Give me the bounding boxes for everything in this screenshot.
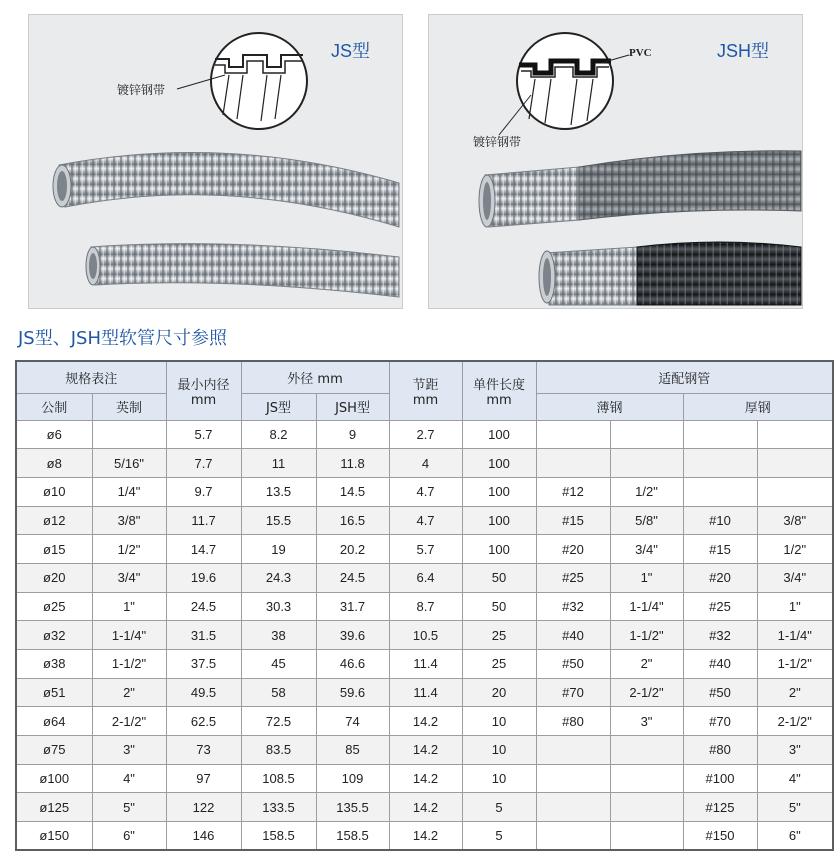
table-cell: ø15 [16,535,92,564]
table-cell: 14.7 [166,535,241,564]
table-cell: ø125 [16,793,92,822]
table-cell: 2.7 [389,420,462,449]
table-cell: 10.5 [389,621,462,650]
table-row [16,678,833,707]
table-cell: 24.3 [241,563,316,592]
table-cell: 16.5 [316,506,389,535]
js-type-photo [28,14,403,309]
table-cell: 85 [316,736,389,765]
table-row [16,736,833,765]
table-cell [536,449,610,478]
table-cell: 49.5 [166,678,241,707]
table-cell: 39.6 [316,621,389,650]
header-outer-js: JS型 [241,393,316,420]
table-cell: 158.5 [316,822,389,851]
table-cell: 13.5 [241,477,316,506]
table-cell: 3/4" [92,563,166,592]
table-cell [683,420,757,449]
table-cell: 4 [389,449,462,478]
table-cell: 14.2 [389,764,462,793]
table-cell: 3/4" [757,563,833,592]
section-title: JS型、JSH型软管尺寸参照 [18,328,228,349]
table-cell: 3/8" [757,506,833,535]
table-cell: #32 [536,592,610,621]
table-cell: 58 [241,678,316,707]
table-cell: 100 [462,477,536,506]
table-cell: 19.6 [166,563,241,592]
table-cell: 1-1/2" [92,650,166,679]
table-cell: 100 [462,506,536,535]
table-cell [757,449,833,478]
table-cell: 83.5 [241,736,316,765]
table-cell: 25 [462,621,536,650]
table-cell: 31.7 [316,592,389,621]
table-cell: 1-1/4" [610,592,683,621]
table-cell: ø25 [16,592,92,621]
table-cell: 20 [462,678,536,707]
table-cell: 14.5 [316,477,389,506]
table-cell: 5" [757,793,833,822]
table-cell: #12 [536,477,610,506]
table-cell: 1/2" [92,535,166,564]
table-cell: 1-1/2" [757,650,833,679]
table-cell [683,477,757,506]
table-cell: 4.7 [389,506,462,535]
table-cell: #25 [536,563,610,592]
table-row [16,449,833,478]
table-cell: 122 [166,793,241,822]
header-conduit: 适配钢管 [536,361,833,393]
table-row [16,650,833,679]
table-cell: 2" [92,678,166,707]
table-cell [610,420,683,449]
js-type-label: JS型 [331,41,371,61]
table-cell: #15 [536,506,610,535]
table-cell: 2-1/2" [610,678,683,707]
table-cell: #15 [683,535,757,564]
table-cell: 133.5 [241,793,316,822]
table-cell: 100 [462,535,536,564]
table-cell: 62.5 [166,707,241,736]
table-cell: 15.5 [241,506,316,535]
galvanized-steel-callout: 镀锌钢带 [117,83,166,97]
table-row [16,764,833,793]
table-cell: #40 [536,621,610,650]
table-cell: 50 [462,563,536,592]
table-cell [610,822,683,851]
table-cell: 24.5 [316,563,389,592]
table-cell: #20 [536,535,610,564]
table-cell [683,449,757,478]
table-cell: 10 [462,736,536,765]
table-cell: 4" [757,764,833,793]
table-cell: #40 [683,650,757,679]
jsh-type-photo [428,14,803,309]
table-cell: 6" [92,822,166,851]
table-body [16,420,833,850]
table-cell: 50 [462,592,536,621]
table-cell: ø12 [16,506,92,535]
table-cell: 19 [241,535,316,564]
table-cell: #80 [683,736,757,765]
table-cell: ø10 [16,477,92,506]
table-cell: 5.7 [389,535,462,564]
table-cell: 3" [610,707,683,736]
table-cell: #20 [683,563,757,592]
table-row [16,621,833,650]
table-cell: 146 [166,822,241,851]
jsh-type-label: JSH型 [717,41,770,61]
table-cell: 14.2 [389,822,462,851]
table-cell [536,764,610,793]
table-cell: ø8 [16,449,92,478]
table-cell: 14.2 [389,736,462,765]
header-metric: 公制 [16,393,92,420]
table-cell [610,736,683,765]
table-cell: 74 [316,707,389,736]
table-cell: 97 [166,764,241,793]
table-cell: 100 [462,449,536,478]
table-cell: 31.5 [166,621,241,650]
hose-size-table [15,360,834,851]
table-row [16,707,833,736]
table-cell: ø51 [16,678,92,707]
table-cell: #100 [683,764,757,793]
table-cell: ø20 [16,563,92,592]
table-cell: ø38 [16,650,92,679]
table-cell: 10 [462,764,536,793]
table-row [16,592,833,621]
table-cell: 158.5 [241,822,316,851]
galvanized-steel-callout: 镀锌钢带 [473,135,522,149]
table-cell: 14.2 [389,793,462,822]
table-cell: 4" [92,764,166,793]
table-cell: 9 [316,420,389,449]
table-cell: #150 [683,822,757,851]
table-cell: 3" [92,736,166,765]
table-cell: 108.5 [241,764,316,793]
table-cell: 37.5 [166,650,241,679]
header-pitch: 节距 mm [389,361,462,420]
table-row [16,793,833,822]
table-cell: 3" [757,736,833,765]
table-cell [536,793,610,822]
table-cell: 45 [241,650,316,679]
header-imperial: 英制 [92,393,166,420]
table-cell [610,764,683,793]
table-cell: 1/4" [92,477,166,506]
table-row [16,477,833,506]
table-cell: 5/16" [92,449,166,478]
table-cell: 5/8" [610,506,683,535]
table-cell: ø32 [16,621,92,650]
table-cell: 2" [757,678,833,707]
table-cell: #70 [536,678,610,707]
table-cell: 7.7 [166,449,241,478]
table-cell: 38 [241,621,316,650]
table-cell: 109 [316,764,389,793]
table-cell: 25 [462,650,536,679]
table-cell: 6" [757,822,833,851]
table-row [16,822,833,851]
table-cell: 11.7 [166,506,241,535]
table-cell [92,420,166,449]
table-cell: 3/4" [610,535,683,564]
header-row-top [16,361,833,393]
table-cell: 11.4 [389,678,462,707]
table-cell: 1-1/4" [757,621,833,650]
table-cell: 4.7 [389,477,462,506]
table-cell [536,736,610,765]
table-cell: ø150 [16,822,92,851]
table-cell: 9.7 [166,477,241,506]
table-cell: #25 [683,592,757,621]
table-cell: #125 [683,793,757,822]
header-thin-steel: 薄钢 [536,393,683,420]
header-min-inner: 最小内径 mm [166,361,241,420]
table-cell: #80 [536,707,610,736]
table-cell [757,477,833,506]
table-cell: ø6 [16,420,92,449]
header-unit-length: 单件长度 mm [462,361,536,420]
table-row [16,563,833,592]
table-cell: 72.5 [241,707,316,736]
table-cell: 1" [92,592,166,621]
table-cell: ø75 [16,736,92,765]
table-cell: 8.7 [389,592,462,621]
table-cell: 3/8" [92,506,166,535]
table-cell: 2-1/2" [92,707,166,736]
table-cell: 46.6 [316,650,389,679]
table-cell: 8.2 [241,420,316,449]
table-cell: 30.3 [241,592,316,621]
table-cell: 1" [610,563,683,592]
table-row [16,420,833,449]
table-cell: 135.5 [316,793,389,822]
table-cell: 14.2 [389,707,462,736]
table-cell: ø64 [16,707,92,736]
table-row [16,535,833,564]
header-thick-steel: 厚钢 [683,393,833,420]
table-cell: 11 [241,449,316,478]
table-cell: 11.8 [316,449,389,478]
table-cell: 100 [462,420,536,449]
table-cell: 1" [757,592,833,621]
table-cell: #50 [536,650,610,679]
table-cell: 20.2 [316,535,389,564]
table-cell [610,793,683,822]
pvc-callout: PVC [629,47,652,59]
table-row [16,506,833,535]
table-cell: 10 [462,707,536,736]
table-cell: 5 [462,793,536,822]
table-cell [757,420,833,449]
table-cell: 1/2" [610,477,683,506]
header-outer: 外径 mm [241,361,389,393]
table-cell [536,822,610,851]
table-cell: ø100 [16,764,92,793]
table-cell: #70 [683,707,757,736]
table-cell: 24.5 [166,592,241,621]
table-cell: 2-1/2" [757,707,833,736]
table-cell: #32 [683,621,757,650]
table-cell: 1/2" [757,535,833,564]
table-cell: 5 [462,822,536,851]
table-cell: 5" [92,793,166,822]
table-cell: #10 [683,506,757,535]
table-cell: 5.7 [166,420,241,449]
table-cell: 2" [610,650,683,679]
header-outer-jsh: JSH型 [316,393,389,420]
table-cell: 59.6 [316,678,389,707]
table-cell: 6.4 [389,563,462,592]
table-cell: 73 [166,736,241,765]
table-cell [610,449,683,478]
table-cell: 1-1/4" [92,621,166,650]
table-cell: #50 [683,678,757,707]
table-cell: 11.4 [389,650,462,679]
table-cell [536,420,610,449]
table-cell: 1-1/2" [610,621,683,650]
header-spec: 规格表注 [16,361,166,393]
